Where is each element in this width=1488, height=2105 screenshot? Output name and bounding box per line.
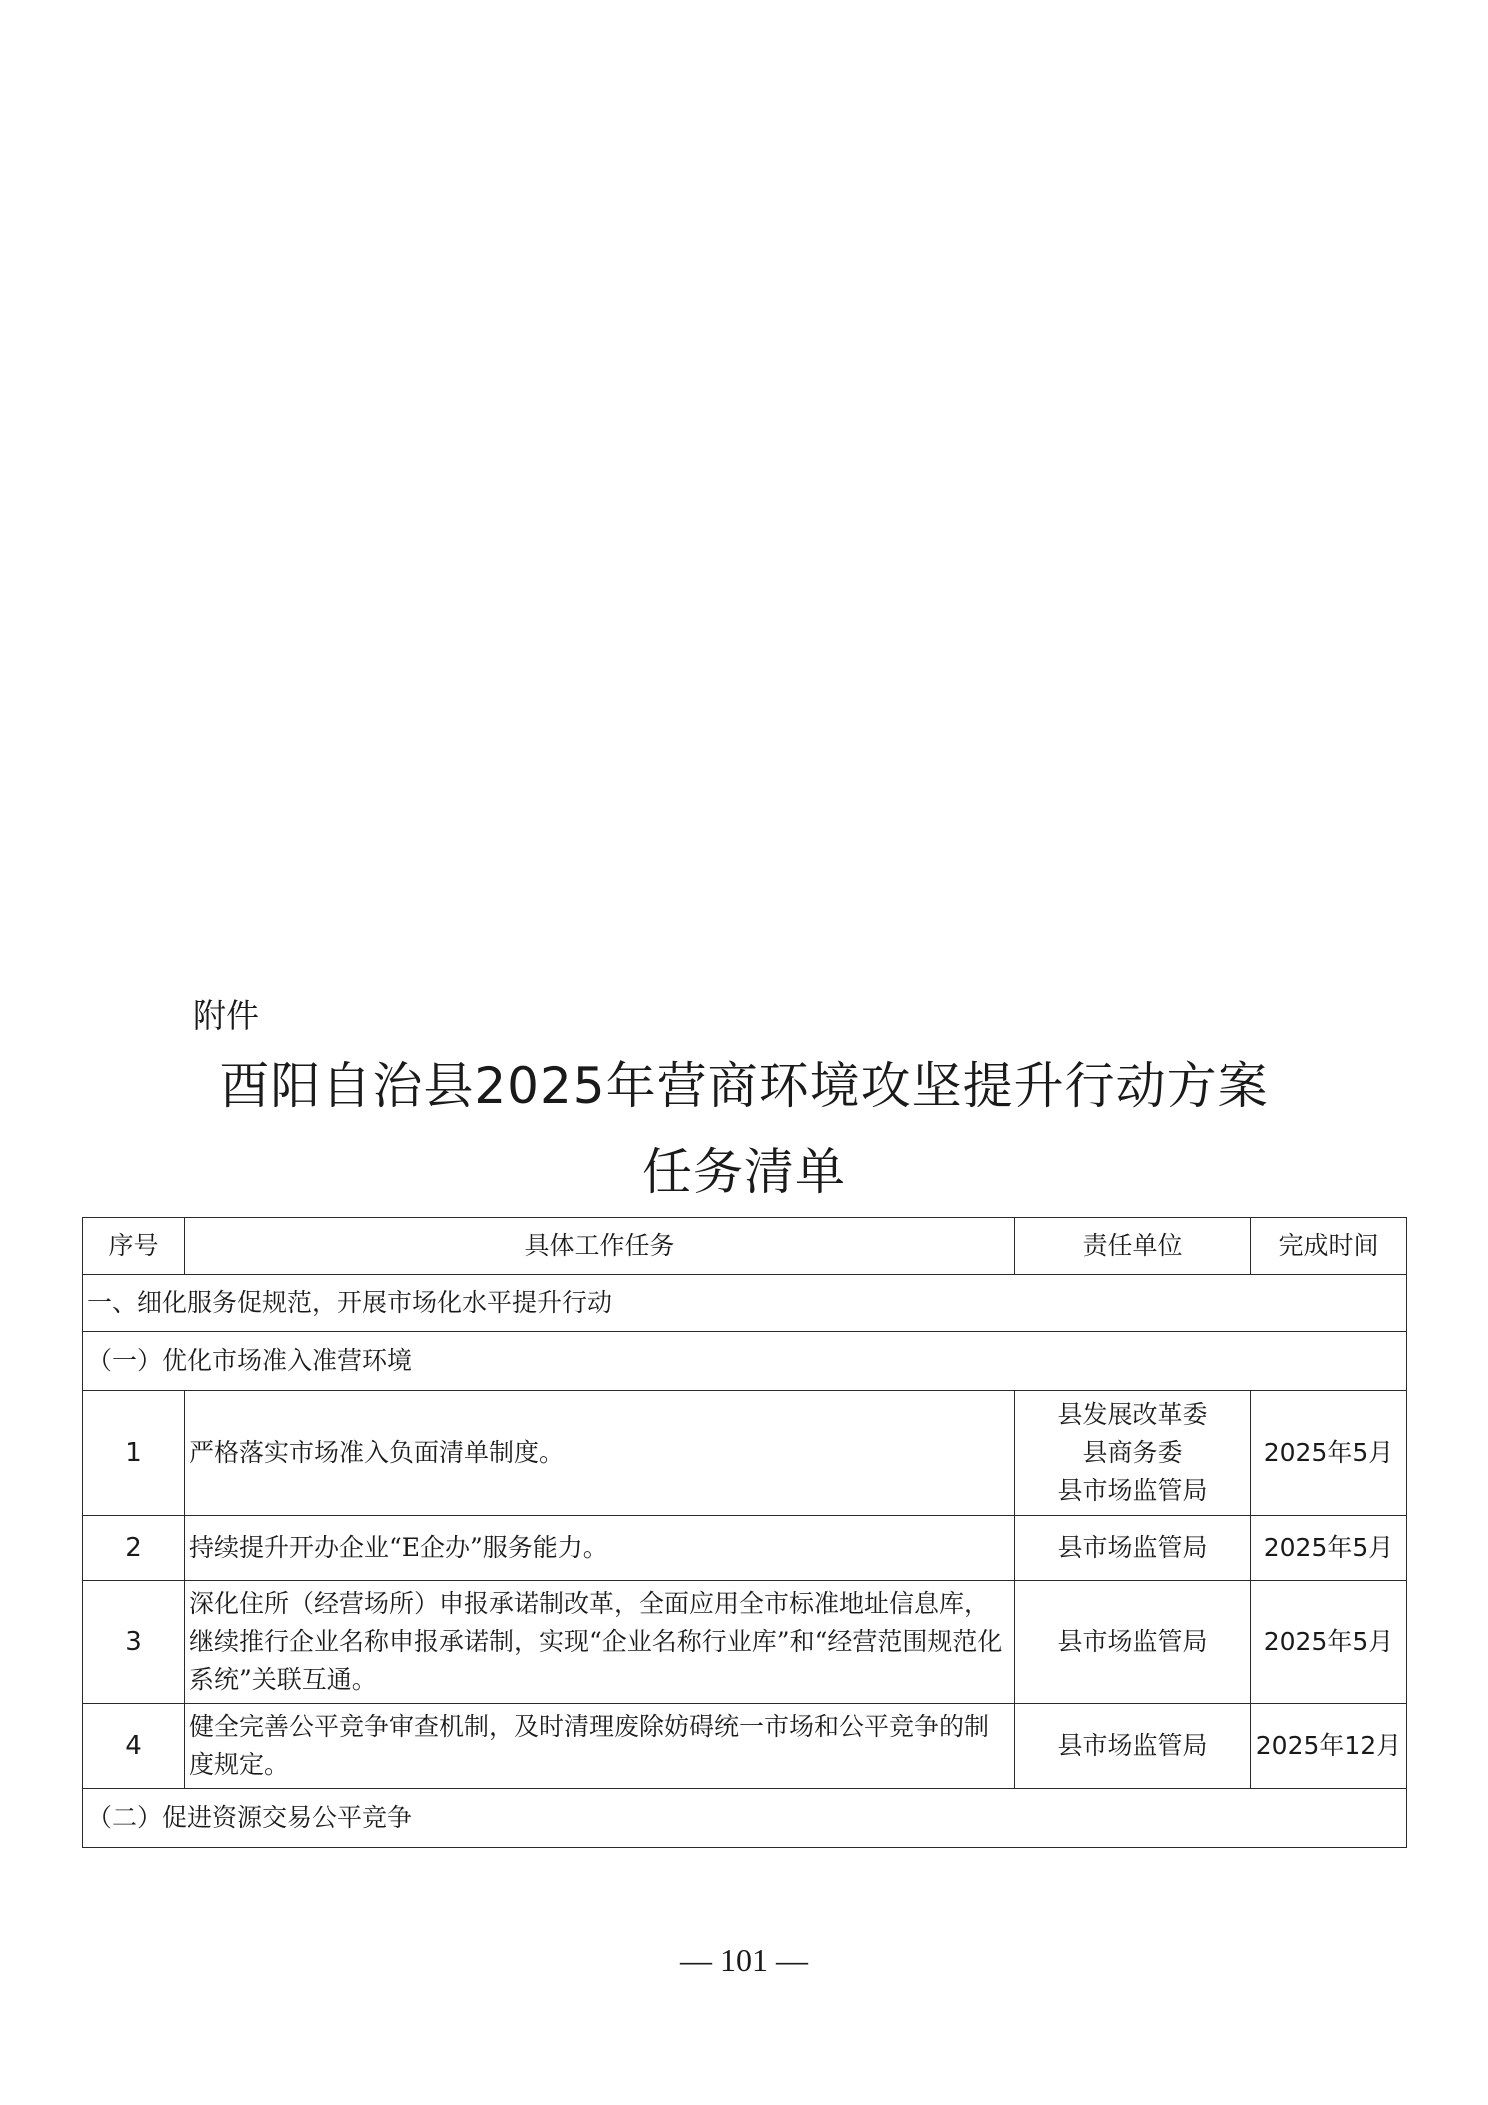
table-row <box>83 1704 1407 1789</box>
header-serial-number: 序号 <box>83 1218 185 1275</box>
row-responsible-unit <box>1015 1516 1251 1581</box>
row-task: 严格落实市场准入负面清单制度。 <box>185 1391 1015 1516</box>
subsection-heading-row <box>83 1332 1407 1391</box>
row-completion-time: 2025年12月 <box>1251 1704 1407 1789</box>
row-completion-time: 2025年5月 <box>1251 1391 1407 1516</box>
row-number: 1 <box>83 1391 185 1516</box>
table-row <box>83 1516 1407 1581</box>
unit-name: 县市场监管局 <box>1057 1627 1208 1656</box>
subsection-heading-row <box>83 1789 1407 1848</box>
unit-name: 县市场监管局 <box>1057 1533 1208 1562</box>
row-task: 健全完善公平竞争审查机制，及时清理废除妨碍统一市场和公平竞争的制度规定。 <box>185 1704 1015 1789</box>
task-list-table <box>82 1217 1407 1848</box>
row-number: 3 <box>83 1581 185 1704</box>
section-heading-row <box>83 1275 1407 1332</box>
row-completion-time: 2025年5月 <box>1251 1581 1407 1704</box>
unit-name: 县发展改革委 <box>1057 1400 1208 1429</box>
subsection-heading: （一）优化市场准入准营环境 <box>83 1332 1407 1391</box>
header-task: 具体工作任务 <box>185 1218 1015 1275</box>
section-heading: 一、细化服务促规范，开展市场化水平提升行动 <box>83 1275 1407 1332</box>
row-responsible-unit <box>1015 1391 1251 1516</box>
row-task: 持续提升开办企业“E企办”服务能力。 <box>185 1516 1015 1581</box>
unit-name: 县市场监管局 <box>1057 1476 1208 1505</box>
unit-name: 县商务委 <box>1082 1438 1183 1467</box>
table-header-row <box>83 1218 1407 1275</box>
row-number: 2 <box>83 1516 185 1581</box>
table-row <box>83 1391 1407 1516</box>
row-number: 4 <box>83 1704 185 1789</box>
header-responsible-unit: 责任单位 <box>1015 1218 1251 1275</box>
subsection-heading: （二）促进资源交易公平竞争 <box>83 1789 1407 1848</box>
document-title-line-2: 任务清单 <box>642 1143 846 1201</box>
page-number: — 101 — <box>680 1942 808 1978</box>
row-task: 深化住所（经营场所）申报承诺制改革，全面应用全市标准地址信息库，继续推行企业名称申报承诺制，实现“企业名称行业库”和“经营范围规范化系统”关联互通。 <box>185 1581 1015 1704</box>
header-completion-time: 完成时间 <box>1251 1218 1407 1275</box>
document-title-line-1: 酉阳自治县2025年营商环境攻坚提升行动方案 <box>219 1057 1269 1115</box>
unit-name: 县市场监管局 <box>1057 1731 1208 1760</box>
row-responsible-unit <box>1015 1704 1251 1789</box>
row-completion-time: 2025年5月 <box>1251 1516 1407 1581</box>
row-responsible-unit <box>1015 1581 1251 1704</box>
annex-label: 附件 <box>193 996 259 1035</box>
table-row <box>83 1581 1407 1704</box>
